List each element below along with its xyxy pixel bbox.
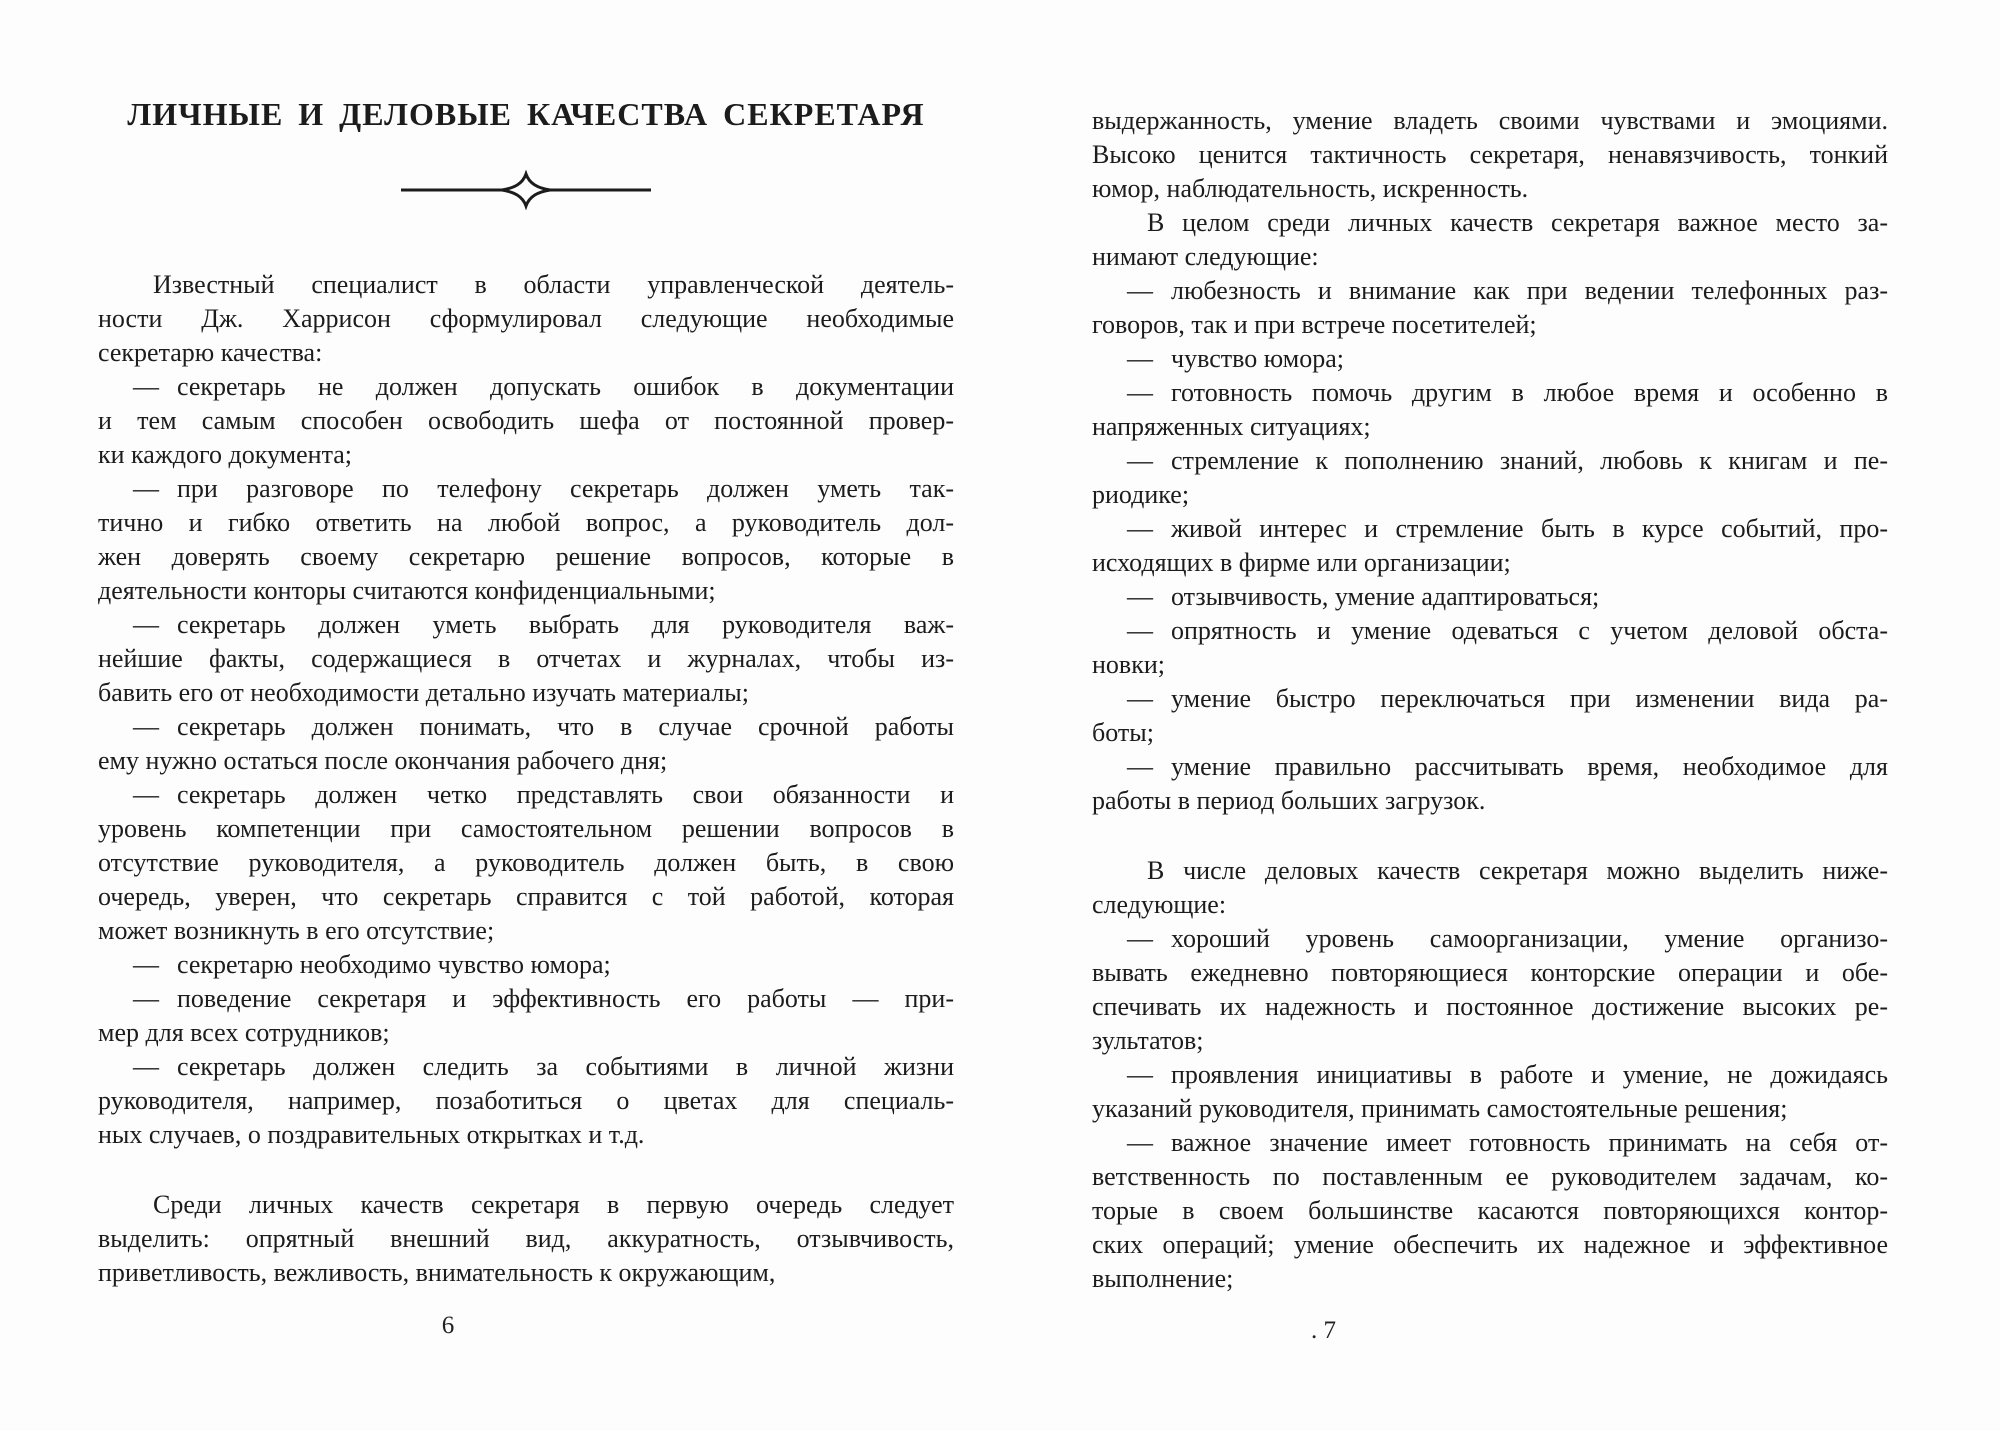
text-line: ветственность по поставленным ее руководителем задачам, ко-: [1092, 1162, 1888, 1191]
text-line: ных случаев, о поздравительных открытках и т.д.: [98, 1120, 645, 1149]
text-line: боты;: [1092, 718, 1154, 747]
text-line: — хороший уровень самоорганизации, умение организо-: [1127, 924, 1888, 953]
text-line: — секретарь должен четко представлять свои обязанности и: [133, 780, 954, 809]
text-line: отсутствие руководителя, а руководитель должен быть, в свою: [98, 848, 954, 877]
text-line: исходящих в фирме или организации;: [1092, 548, 1511, 577]
list-item-paragraph: [1092, 376, 1888, 444]
list-item-paragraph: [1092, 342, 1888, 376]
text-line: руководителя, например, позаботиться о цветах для специаль-: [98, 1086, 954, 1115]
text-line: — секретарь должен следить за событиями в личной жизни: [133, 1052, 954, 1081]
text-line: В целом среди личных качеств секретаря важное место за-: [1147, 208, 1888, 237]
list-item-paragraph: [1092, 512, 1888, 580]
text-line: бавить его от необходимости детально изучать материалы;: [98, 678, 749, 707]
list-dash: —: [133, 372, 159, 401]
text-line: риодике;: [1092, 480, 1190, 509]
text-line: выделить: опрятный внешний вид, аккуратность, отзывчивость,: [98, 1224, 954, 1253]
list-dash: —: [133, 1052, 159, 1081]
text-line: напряженных ситуациях;: [1092, 412, 1371, 441]
list-dash: —: [133, 950, 159, 979]
text-line: — секретарю необходимо чувство юмора;: [133, 950, 611, 979]
text-line: — важное значение имеет готовность принимать на себя от-: [1127, 1128, 1888, 1157]
text-line: — любезность и внимание как при ведении телефонных раз-: [1127, 276, 1888, 305]
text-line: деятельности конторы считаются конфиденциальными;: [98, 576, 716, 605]
text-line: выдержанность, умение владеть своими чувствами и эмоциями.: [1092, 106, 1888, 135]
list-dash: —: [133, 610, 159, 639]
list-item-paragraph: [98, 948, 954, 982]
text-line: — проявления инициативы в работе и умение, не дожидаясь: [1127, 1060, 1888, 1089]
text-line: — чувство юмора;: [1127, 344, 1344, 373]
list-dash: —: [1127, 344, 1153, 373]
page-number-left: 6: [441, 1312, 455, 1339]
text-line: — опрятность и умение одеваться с учетом деловой обста-: [1127, 616, 1888, 645]
text-line: секретарю качества:: [98, 338, 323, 367]
text-line: юмор, наблюдательность, искренность.: [1092, 174, 1529, 203]
list-item-paragraph: [98, 982, 954, 1050]
paragraph: [98, 1188, 954, 1290]
text-line: следующие:: [1092, 890, 1227, 919]
list-dash: —: [1127, 514, 1153, 543]
text-line: говоров, так и при встрече посетителей;: [1092, 310, 1537, 339]
list-item-paragraph: [1092, 1058, 1888, 1126]
text-line: и тем самым способен освободить шефа от постоянной провер-: [98, 406, 954, 435]
list-dash: —: [1127, 582, 1153, 611]
list-item-paragraph: [98, 472, 954, 608]
list-dash: —: [1127, 1128, 1153, 1157]
text-line: ки каждого документа;: [98, 440, 353, 469]
text-line: жен доверять своему секретарю решение вопросов, которые в: [98, 542, 954, 571]
text-line: Высоко ценится тактичность секретаря, ненавязчивость, тонкий: [1092, 140, 1888, 169]
list-item-paragraph: [98, 710, 954, 778]
list-item-paragraph: [98, 778, 954, 948]
text-line: торые в своем большинстве касаются повторяющихся контор-: [1092, 1196, 1888, 1225]
list-item-paragraph: [1092, 682, 1888, 750]
chapter-title: ЛИЧНЫЕ И ДЕЛОВЫЕ КАЧЕСТВА СЕКРЕТАРЯ: [127, 96, 925, 132]
text-line: приветливость, вежливость, внимательность к окружающим,: [98, 1258, 776, 1287]
text-line: ских операций; умение обеспечить их надежное и эффективное: [1092, 1230, 1888, 1259]
text-line: — живой интерес и стремление быть в курсе событий, про-: [1127, 514, 1888, 543]
list-dash: —: [1127, 446, 1153, 475]
text-line: — умение правильно рассчитывать время, необходимое для: [1127, 752, 1888, 781]
list-item-paragraph: [1092, 274, 1888, 342]
list-item-paragraph: [98, 608, 954, 710]
list-dash: —: [133, 712, 159, 741]
list-dash: —: [1127, 276, 1153, 305]
text-line: Среди личных качеств секретаря в первую очередь следует: [153, 1190, 954, 1219]
list-dash: —: [1127, 752, 1153, 781]
list-item-paragraph: [1092, 750, 1888, 818]
divider-ornament: [401, 170, 651, 210]
list-dash: —: [1127, 924, 1153, 953]
list-dash: —: [133, 780, 159, 809]
paragraph: [1092, 206, 1888, 274]
text-line: может возникнуть в его отсутствие;: [98, 916, 495, 945]
list-dash: —: [1127, 616, 1153, 645]
text-line: новки;: [1092, 650, 1165, 679]
text-line: уровень компетенции при самостоятельном решении вопросов в: [98, 814, 954, 843]
text-line: ности Дж. Харрисон сформулировал следующие необходимые: [98, 304, 954, 333]
text-line: тично и гибко ответить на любой вопрос, а руководитель дол-: [98, 508, 954, 537]
list-dash: —: [1127, 684, 1153, 713]
text-line: — поведение секретаря и эффективность его работы — при-: [133, 984, 954, 1013]
paragraph: [1092, 854, 1888, 922]
text-line: ему нужно остаться после окончания рабочего дня;: [98, 746, 668, 775]
text-line: нимают следующие:: [1092, 242, 1319, 271]
list-item-paragraph: [1092, 1126, 1888, 1296]
list-dash: —: [133, 984, 159, 1013]
text-line: В числе деловых качеств секретаря можно выделить ниже-: [1147, 856, 1888, 885]
diamond-rule-icon: [401, 170, 651, 210]
text-line: нейшие факты, содержащиеся в отчетах и журналах, чтобы из-: [98, 644, 954, 673]
text-line: — отзывчивость, умение адаптироваться;: [1127, 582, 1600, 611]
text-line: — секретарь должен понимать, что в случае срочной работы: [133, 712, 954, 741]
list-dash: —: [1127, 378, 1153, 407]
text-line: — секретарь не должен допускать ошибок в документации: [133, 372, 954, 401]
list-item-paragraph: [98, 1050, 954, 1152]
text-line: — секретарь должен уметь выбрать для руководителя важ-: [133, 610, 954, 639]
list-dash: —: [133, 474, 159, 503]
text-line: Известный специалист в области управленческой деятель-: [153, 270, 954, 299]
right-page-body: [1092, 104, 1888, 1296]
text-line: мер для всех сотрудников;: [98, 1018, 390, 1047]
right-page: [1092, 0, 1888, 1431]
list-item-paragraph: [1092, 580, 1888, 614]
page-number-right: . 7: [1311, 1317, 1336, 1344]
text-line: указаний руководителя, принимать самостоятельные решения;: [1092, 1094, 1788, 1123]
list-item-paragraph: [1092, 922, 1888, 1058]
paragraph: [1092, 104, 1888, 206]
text-line: выполнение;: [1092, 1264, 1234, 1293]
list-item-paragraph: [1092, 444, 1888, 512]
text-line: очередь, уверен, что секретарь справится с той работой, которая: [98, 882, 954, 911]
text-line: — умение быстро переключаться при изменении вида ра-: [1127, 684, 1888, 713]
text-line: вывать ежедневно повторяющиеся конторские операции и обе-: [1092, 958, 1888, 987]
list-item-paragraph: [1092, 614, 1888, 682]
text-line: — стремление к пополнению знаний, любовь к книгам и пе-: [1127, 446, 1888, 475]
text-line: работы в период больших загрузок.: [1092, 786, 1486, 815]
left-page-body: [98, 268, 954, 1290]
text-line: — готовность помочь другим в любое время и особенно в: [1127, 378, 1888, 407]
left-page: [98, 0, 954, 1431]
paragraph: [98, 268, 954, 370]
text-line: спечивать их надежность и постоянное достижение высоких ре-: [1092, 992, 1888, 1021]
list-dash: —: [1127, 1060, 1153, 1089]
text-line: — при разговоре по телефону секретарь должен уметь так-: [133, 474, 954, 503]
text-line: зультатов;: [1092, 1026, 1204, 1055]
list-item-paragraph: [98, 370, 954, 472]
